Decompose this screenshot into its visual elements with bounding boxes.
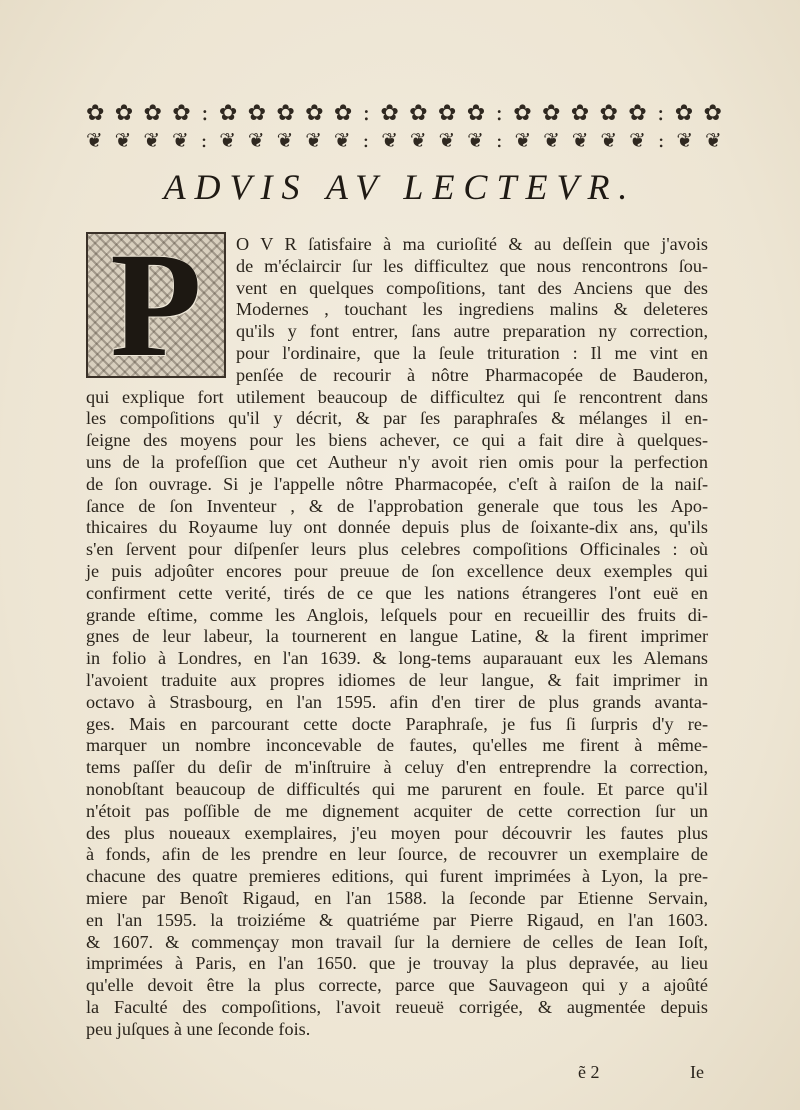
ornament-glyph: :	[201, 101, 209, 126]
ornament-glyph: ✿	[172, 101, 191, 126]
signature-mark: ẽ 2	[578, 1062, 600, 1082]
ornament-glyph: ❦	[543, 128, 560, 152]
ornament-glyph: ❦	[114, 128, 132, 152]
ornament-glyph: :	[362, 101, 371, 126]
text-line: octavo à Strasbourg, en l'an 1595. afin d'en tirer de plus grands avanta-	[86, 691, 708, 712]
page-footer	[0, 1062, 800, 1086]
ornament-glyph: ❦	[247, 128, 265, 152]
ornament-glyph: ✿	[276, 101, 295, 126]
ornament-glyph: ❦	[86, 128, 103, 152]
ornament-glyph: ❦	[305, 128, 322, 152]
ornament-glyph: ✿	[437, 101, 457, 126]
ornament-glyph: ✿	[380, 101, 399, 126]
text-line: grande eſtime, comme les Anglois, leſquels pour en recueillir des fruits di-	[86, 604, 708, 625]
ornament-glyph: :	[495, 128, 503, 152]
text-line: en l'an 1595. la troiziéme & quatriéme par Pierre Rigaud, en l'an 1603.	[86, 909, 708, 930]
text-line: uns de la profeſſion que cet Autheur n'y avoit rien omis pour la perfection	[86, 451, 708, 472]
ornament-glyph: ❦	[438, 128, 456, 152]
ornament-glyph: ✿	[86, 101, 105, 126]
ornament-glyph: ✿	[703, 101, 722, 126]
text-line: ſeigne des moyens pour les biens achever, ce qui a fait dire à quelques-	[86, 430, 708, 451]
ornament-glyph: ❦	[381, 128, 398, 152]
ornament-glyph: ✿	[513, 101, 532, 126]
text-line: de m'éclaircir ſur les difficultez que nous rencontrons ſou-	[236, 255, 708, 276]
text-line: l'avoient traduite aux propres idiomes de leur langue, & fait imprimer in	[86, 669, 708, 690]
body-text	[86, 222, 708, 1040]
ornament-glyph: ❦	[629, 128, 646, 152]
ornament-glyph: ✿	[143, 101, 162, 126]
text-line: thicaires du Royaume luy ont donnée depuis plus de ſoixante-dix ans, qu'ils	[86, 517, 708, 538]
ornament-glyph: ✿	[114, 101, 134, 126]
text-line: imprimées à Paris, en l'an 1650. que je trouvay la plus depravée, au lieu	[86, 953, 708, 974]
ornament-glyph: :	[362, 128, 370, 152]
text-line: vent en quelques compoſitions, tant des Anciens que des	[236, 277, 708, 298]
ornament-glyph: ✿	[541, 101, 561, 126]
ornament-glyph: :	[495, 101, 503, 126]
text-line: ſance de ſon Inventeur , & de l'approbation generale que tous les Apo-	[86, 495, 708, 516]
ornament-glyph: :	[657, 101, 665, 126]
ornament-glyph: :	[657, 128, 665, 152]
text-line: in folio à Londres, en l'an 1639. & long-tems auparauant eux les Alemans	[86, 648, 708, 669]
text-line: la Faculté des compoſitions, l'avoit reueuë corrigée, & augmentée depuis	[86, 996, 708, 1017]
text-line: je puis adjoûter encores pour preuue de ſon excellence deux exemples qui	[86, 560, 708, 581]
text-line: qui explique fort utilement beaucoup de difficultez qui ſe rencontrent dans	[86, 386, 708, 407]
text-line: & 1607. & commençay mon travail ſur la derniere de celles de Iean Ioſt,	[86, 931, 708, 952]
initial-letter: P	[110, 222, 202, 388]
text-line: des plus noueaux exemplaires, j'eu moyen pour découvrir les fautes plus	[86, 822, 708, 843]
text-line: qu'ils y font entrer, ſans autre preparation ny correction,	[236, 321, 708, 342]
ornament-glyph: ❦	[600, 128, 618, 152]
text-line: ges. Mais en parcourant cette docte Paraphraſe, je fus ſi ſurpris d'y re-	[86, 713, 708, 734]
ornament-glyph: ❦	[676, 128, 694, 152]
ornament-glyph: ❦	[276, 128, 294, 152]
ornament-glyph: ✿	[409, 101, 428, 126]
text-line: penſée de recourir à nôtre Pharmacopée de Bauderon,	[236, 364, 708, 385]
ornament-glyph: :	[200, 128, 208, 152]
ornament-glyph: ❦	[514, 128, 532, 152]
ornament-glyph: ✿	[628, 101, 647, 126]
ornament-glyph: ❦	[409, 128, 427, 152]
catchword: Ie	[690, 1062, 704, 1082]
text-line: chacune des quatre premieres editions, qui furent imprimées à Lyon, la pre-	[86, 866, 708, 887]
text-line: pour l'ordinaire, que la ſeule trituration : Il me vint en	[236, 342, 708, 363]
ornament-glyph: ❦	[467, 128, 484, 152]
text-line: tems paſſer du deſir de m'inſtruire à celuy d'en entreprendre la correction,	[86, 757, 708, 778]
ornament-glyph: ❦	[143, 128, 161, 152]
ornamental-header-band	[86, 102, 722, 154]
ornament-row-bottom	[86, 128, 722, 152]
text-line: O V R ſatisfaire à ma curioſité & au deſſein que j'avois	[236, 234, 708, 254]
ornament-glyph: ✿	[305, 101, 324, 126]
ornament-glyph: ❦	[333, 128, 351, 152]
text-line: Modernes , touchant les ingrediens malins & deleteres	[236, 299, 708, 320]
ornament-glyph: ❦	[219, 128, 237, 152]
text-line: nonobſtant beaucoup de difficultés qui me parurent en foule. Et parce qu'il	[86, 778, 708, 799]
text-line: marquer un nombre inconcevable de fautes, qu'elles me firent à même-	[86, 735, 708, 756]
ornament-glyph: ❦	[705, 128, 722, 152]
ornament-glyph: ✿	[333, 101, 353, 126]
text-line: miere par Benoît Rigaud, en l'an 1588. la ſeconde par Etienne Servain,	[86, 887, 708, 908]
ornament-glyph: ✿	[247, 101, 267, 126]
text-line: gnes de leur labeur, la tournerent en langue Latine, & la firent imprimer	[86, 626, 708, 647]
text-line: les compoſitions qu'il y décrit, & par ſes paraphraſes & mélanges il en-	[86, 408, 708, 429]
text-line: confirment cette verité, tirés de ce que les nations étrangeres l'ont euë en	[86, 582, 708, 603]
ornament-glyph: ✿	[466, 101, 486, 126]
ornament-glyph: ✿	[218, 101, 238, 126]
page-title: ADVIS AV LECTEVR.	[163, 167, 637, 207]
text-line: peu juſques à une ſeconde fois.	[86, 1018, 311, 1039]
ornament-glyph: ✿	[674, 101, 694, 126]
ornament-glyph: ✿	[570, 101, 590, 126]
text-line: n'étoit pas poſſible de me dignement acquiter de cette correction ſur un	[86, 800, 708, 821]
text-line: à fonds, afin de les prendre en leur ſource, de recouvrer un exemplaire de	[86, 844, 708, 865]
text-line: s'en ſervent pour diſpenſer leurs plus celebres compoſitions Officinales : où	[86, 539, 708, 560]
ornament-row-top	[86, 102, 722, 126]
ornament-glyph: ❦	[571, 128, 589, 152]
ornament-glyph: ✿	[599, 101, 618, 126]
text-line: qu'elle devoit être la plus correcte, parce que Sauvageon qui y a ajoûté	[86, 975, 708, 996]
text-line: de ſon ouvrage. Si je l'appelle nôtre Pharmacopée, c'eſt à raiſon de la naiſ-	[86, 473, 708, 494]
ornament-glyph: ❦	[171, 128, 189, 152]
